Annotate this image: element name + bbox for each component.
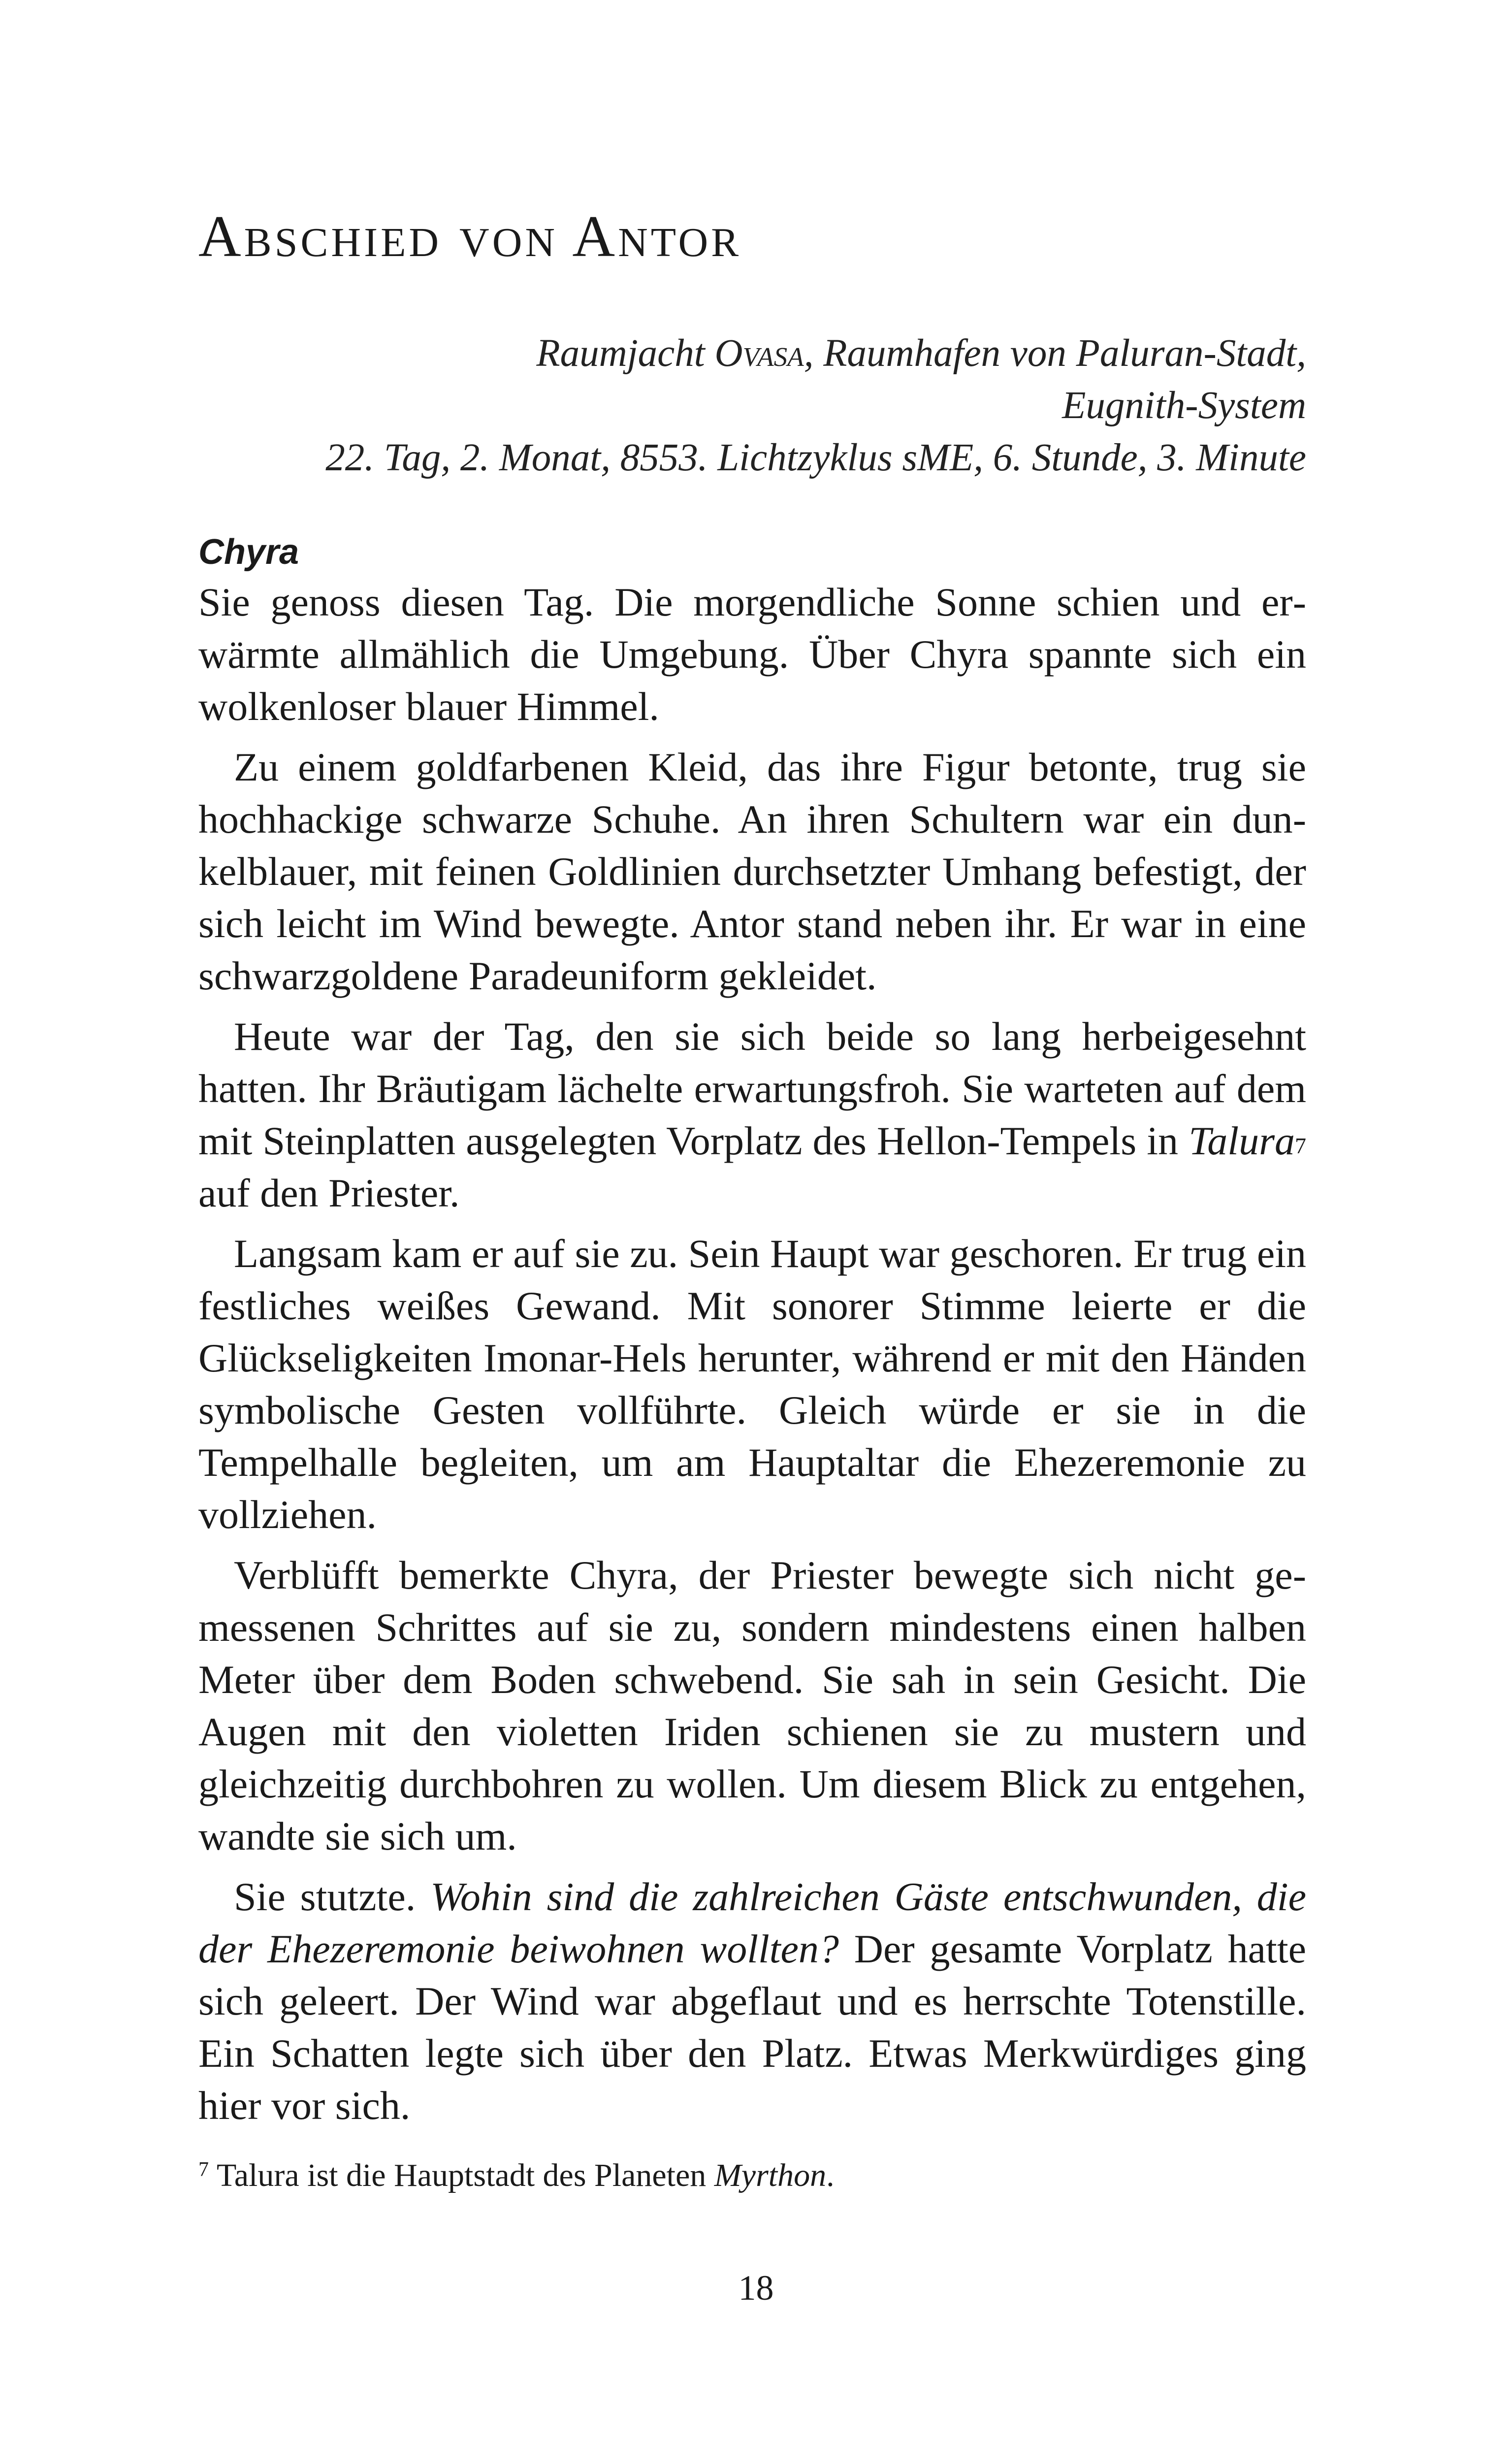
paragraph-6-start: Sie stutzte. [234, 1874, 431, 1919]
body-text [198, 576, 1306, 2132]
dateline-line-2: Eugnith-System [1062, 384, 1306, 427]
paragraph-4: Langsam kam er auf sie zu. Sein Haupt war geschoren. Er trug ein festliches weißes Gewand. Mit sonorer Stimme leierte er die Glückseligkeiten Imonar-Hels herunter, während er mit den Händen symbolische Gesten vollführte. Gleich würde er sie in die Tempelhalle begleiten, um am Hauptaltar die Ehezeremonie zu vollziehen. [198, 1231, 1306, 1537]
paragraph-3 [198, 1010, 1306, 1219]
footnote-planet: Myrthon [714, 2157, 827, 2193]
ship-name: Ovasa [714, 332, 804, 375]
pov-character-heading: Chyra [198, 532, 299, 572]
dateline-line-3: 22. Tag, 2. Monat, 8553. Lichtzyklus sME, 6. Stunde, 3. Minute [325, 436, 1306, 479]
footnote [198, 2159, 835, 2192]
footnote-marker: 7 [198, 2158, 209, 2181]
dateline-location: , Raumhafen von Paluran-Stadt, [804, 332, 1306, 375]
chapter-title: Abschied von Antor [198, 203, 742, 269]
footnote-end: . [826, 2157, 835, 2193]
footnote-text: Talura ist die Hauptstadt des Planeten [217, 2157, 714, 2193]
paragraph-6-rest: Der gesamte Vorplatz hatte sich geleert. Der Wind war abgeflaut und es herrschte Totenstille. Ein Schatten legte sich über den Platz. Etwas Merkwürdiges ging hier vor sich. [198, 1926, 1306, 2128]
dateline [325, 327, 1306, 484]
paragraph-2: Zu einem goldfarbenen Kleid, das ihre Figur betonte, trug sie hochhackige schwarze Schuhe. An ihren Schultern war ein dunkelblauer, mit feinen Goldlinien durchsetzter Umhang befestigt, der sich leicht im Wind bewegte. Antor stand neben ihr. Er war in eine schwarzgoldene Paradeuniform gekleidet. [198, 745, 1306, 998]
paragraph-3-text: Heute war der Tag, den sie sich beide so lang herbeigesehnt hatten. Ihr Bräutigam lächelte erwartungsfroh. Sie warteten auf dem mit Steinplatten ausgelegten Vorplatz des Hellon-Tempels in [198, 1014, 1306, 1163]
dateline-line-1 [325, 327, 1306, 380]
place-name: Talura [1189, 1118, 1295, 1163]
paragraph-6 [198, 1871, 1306, 2132]
paragraph-5: Verblüfft bemerkte Chyra, der Priester bewegte sich nicht gemessenen Schrittes auf sie zu, sondern mindestens einen halben Meter über dem Boden schwebend. Sie sah in sein Gesicht. Die Augen mit den violetten Iriden schienen sie zu mustern und gleichzeitig durchbohren zu wollen. Um diesem Blick zu entgehen, wandte sie sich um. [198, 1553, 1306, 1858]
paragraph-3-end: auf den Priester. [198, 1171, 460, 1215]
inner-thought: Wohin sind die zahlreichen Gäste entschwunden, die der Ehezeremonie beiwohnen wollten? [198, 1874, 1306, 1971]
footnote-reference: 7 [1295, 1133, 1306, 1158]
paragraph-1: Sie genoss diesen Tag. Die morgendliche Sonne schien und erwärmte allmählich die Umgebung. Über Chyra spannte sich ein wolkenloser blauer Himmel. [198, 580, 1306, 729]
page-number: 18 [738, 2268, 774, 2308]
dateline-prefix: Raumjacht [536, 332, 715, 375]
